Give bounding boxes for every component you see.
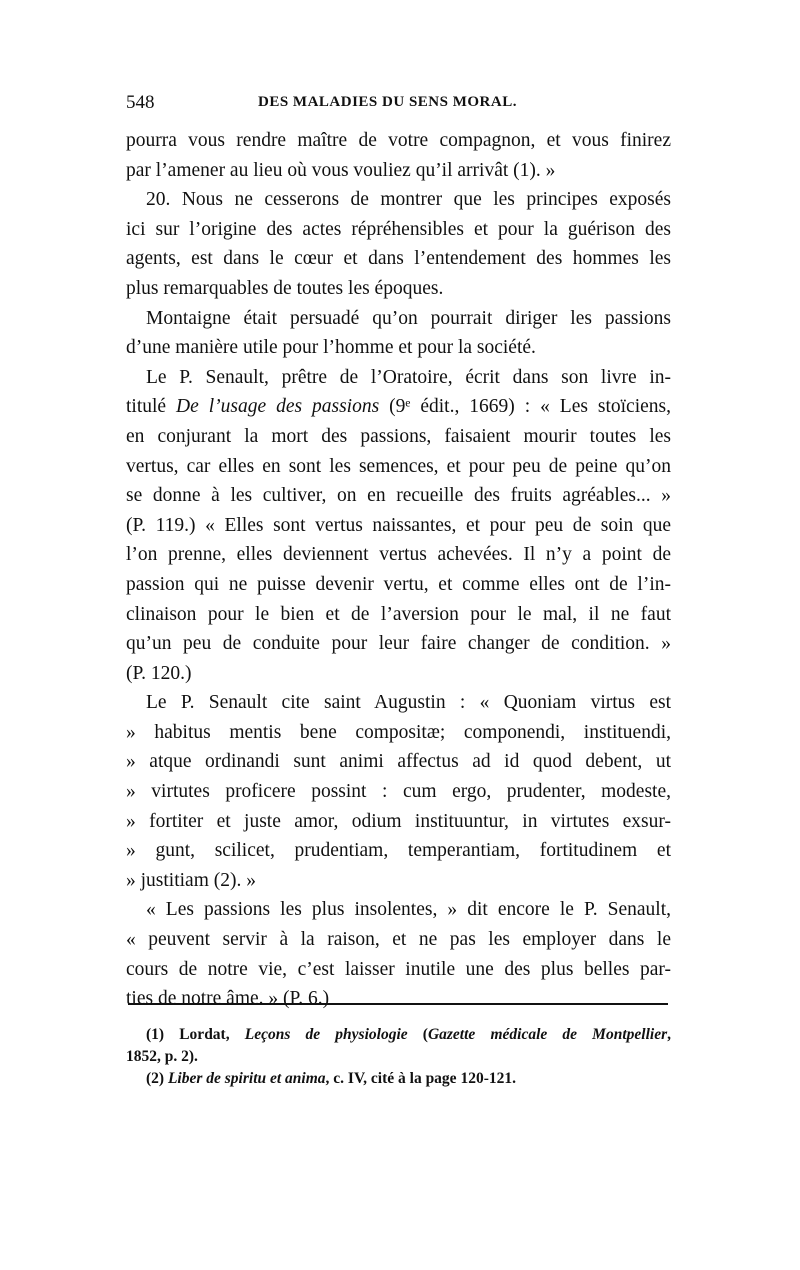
line-text: titulé (126, 396, 177, 418)
latin-quote-line: » justitiam (2). » (126, 869, 256, 891)
text-line: par l’amener au lieu où vous vouliez qu’il arrivât (1). » (126, 159, 556, 181)
cited-journal: Gazette médicale de Montpellier (427, 1026, 668, 1043)
text-line: cours de notre vie, c’est laisser inutile une des plus belles par- (126, 958, 671, 980)
book-title: De l’usage des passions (176, 396, 380, 418)
footnote-1 (126, 1024, 671, 1046)
footnote-2 (126, 1068, 671, 1090)
page-number: 548 (126, 92, 155, 113)
text-line: passion qui ne puisse devenir vertu, et comme elles ont de l’in- (126, 573, 671, 595)
line-text: (9ᵉ édit., 1669) : « Les stoïciens, (379, 396, 672, 418)
text-line: clinaison pour le bien et de l’aversion pour le mal, il ne faut (126, 603, 671, 625)
text-line: d’une manière utile pour l’homme et pour la société. (126, 337, 536, 359)
paragraph-start-line: Le P. Senault cite saint Augustin : « Quoniam virtus est (146, 692, 671, 714)
text-line: en conjurant la mort des passions, faisaient mourir toutes les (126, 425, 671, 447)
footnote-separator (128, 1003, 668, 1005)
running-title: DES MALADIES DU SENS MORAL. (258, 94, 517, 110)
paragraph-start-line: « Les passions les plus insolentes, » dit encore le P. Senault, (146, 899, 671, 921)
paragraph-start-line: Montaigne était persuadé qu’on pourrait diriger les passions (146, 307, 671, 329)
footnote-text: , c. IV, cité à la page 120-121. (325, 1070, 516, 1087)
cited-title: Liber de spiritu et anima (167, 1070, 326, 1087)
text-line: vertus, car elles en sont les semences, et pour peu de peine qu’on (126, 455, 671, 477)
latin-quote-line: » gunt, scilicet, prudentiam, temperantiam, fortitudinem et (126, 840, 671, 862)
footnote-text: ( (407, 1026, 428, 1043)
cited-title: Leçons de physiologie (244, 1026, 408, 1043)
body-text (126, 126, 671, 1014)
text-line: l’on prenne, elles deviennent vertus achevées. Il n’y a point de (126, 544, 671, 566)
text-line: se donne à les cultiver, on en recueille des fruits agréables... » (126, 485, 671, 507)
latin-quote-line: » atque ordinandi sunt animi affectus ad id quod debent, ut (126, 751, 671, 773)
text-line: (P. 120.) (126, 662, 192, 684)
latin-quote-line: » virtutes proficere possint : cum ergo, prudenter, modeste, (126, 781, 671, 803)
text-line-with-book-title (126, 392, 671, 422)
text-line: qu’un peu de conduite pour leur faire changer de condition. » (126, 633, 671, 655)
latin-quote-line: » fortiter et juste amor, odium instituuntur, in virtutes exsur- (126, 810, 671, 832)
paragraph-start-line: Le P. Senault, prêtre de l’Oratoire, écrit dans son livre in- (146, 366, 671, 388)
footnote-1-continued: 1852, p. 2). (126, 1048, 198, 1065)
text-line: agents, est dans le cœur et dans l’entendement des hommes les (126, 248, 671, 270)
paragraph-start-line: 20. Nous ne cesserons de montrer que les principes exposés (146, 189, 671, 211)
text-line: pourra vous rendre maître de votre compagnon, et vous finirez (126, 130, 671, 151)
latin-quote-line: » habitus mentis bene compositæ; componendi, instituendi, (126, 721, 671, 743)
text-line: plus remarquables de toutes les époques. (126, 277, 444, 299)
footnotes (126, 1024, 671, 1090)
page-header (126, 92, 671, 118)
footnote-text: , (667, 1026, 671, 1043)
text-line: « peuvent servir à la raison, et ne pas les employer dans le (126, 929, 671, 951)
text-line: (P. 119.) « Elles sont vertus naissantes, et pour peu de soin que (126, 514, 671, 536)
text-line: ties de notre âme. » (P. 6.) (126, 988, 330, 1010)
footnote-text: (1) Lordat, (146, 1026, 245, 1043)
footnote-text: (2) (146, 1070, 168, 1087)
text-line: ici sur l’origine des actes répréhensibles et pour la guérison des (126, 218, 671, 240)
